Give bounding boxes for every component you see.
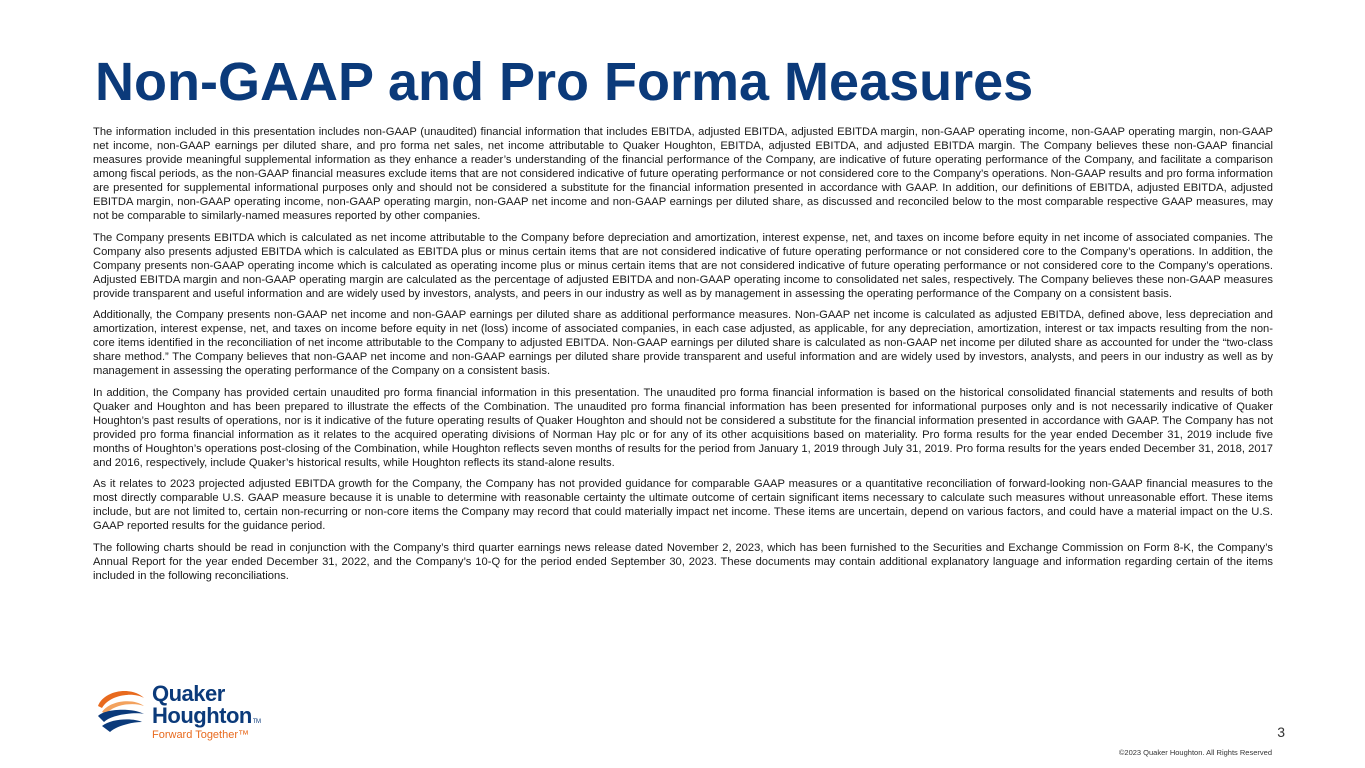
logo-trademark: TM xyxy=(252,719,261,725)
logo-tagline-mark: ™ xyxy=(238,729,250,741)
logo-tagline xyxy=(152,729,249,741)
paragraph-reading-guidance: The following charts should be read in conjunction with the Company’s third quarter earnings news release dated November 2, 2023, which has been furnished to the Securities and Exchange Commission on Form 8-K, the Company’s Annual Report for the year ended December 31, 2022, and the Company’s 10-Q for the period ended September 30, 2023. These documents may contain additional explanatory language and information regarding certain of the items included in the following reconciliations. xyxy=(93,541,1273,582)
logo-swoosh-icon xyxy=(94,682,148,736)
paragraph-ebitda: The Company presents EBITDA which is calculated as net income attributable to the Company before depreciation and amortization, interest expense, net, and taxes on income before equity in net income of associated companies. The Company also presents adjusted EBITDA which is calculated as EBITDA plus or minus certain items that are not considered indicative of future operating performance or not considered core to the Company’s operations. In addition, the Company presents non-GAAP operating income which is calculated as operating income plus or minus certain items that are not considered indicative of future operating performance or not considered core to the Company’s operations. Adjusted EBITDA margin and non-GAAP operating margin are calculated as the percentage of adjusted EBITDA and non-GAAP operating income to consolidated net sales, respectively. The Company believes these non-GAAP measures provide transparent and useful information and are widely used by investors, analysts, and peers in our industry as well as by management in assessing the operating performance of the Company on a consistent basis. xyxy=(93,231,1273,300)
paragraph-non-gaap-net-income: Additionally, the Company presents non-GAAP net income and non-GAAP earnings per diluted share as additional performance measures. Non-GAAP net income is calculated as adjusted EBITDA, defined above, less depreciation and amortization, interest expense, net, and taxes on income before equity in net (loss) income of associated companies, in each case adjusted, as applicable, for any depreciation, amortization, interest or tax impacts resulting from the non-core items identified in the reconciliation of net income attributable to the Company to adjusted EBITDA. Non-GAAP earnings per diluted share is calculated as non-GAAP net income per diluted share as accounted for under the “two-class share method.” The Company believes that non-GAAP net income and non-GAAP earnings per diluted share provide transparent and useful information and are widely used by investors, analysts, and peers in our industry as well as by management in assessing the operating performance of the Company on a consistent basis. xyxy=(93,309,1273,377)
logo-tagline-text: Forward Together xyxy=(152,729,239,741)
logo-wordmark-houghton-text: Houghton xyxy=(152,703,252,728)
body-text xyxy=(93,125,1273,590)
quaker-houghton-logo xyxy=(94,680,274,746)
paragraph-projected-ebitda: As it relates to 2023 projected adjusted EBITDA growth for the Company, the Company has not provided guidance for comparable GAAP measures or a quantitative reconciliation of forward-looking non-GAAP financial measures to the most directly comparable U.S. GAAP measure because it is unable to determine with reasonable certainty the ultimate outcome of certain significant items necessary to calculate such measures without unreasonable effort. These items include, but are not limited to, certain non-recurring or non-core items the Company may record that could materially impact net income. These items are uncertain, depend on various factors, and could have a material impact on the U.S. GAAP reported results for the guidance period. xyxy=(93,478,1273,532)
paragraph-intro: The information included in this presentation includes non-GAAP (unaudited) financial information that includes EBITDA, adjusted EBITDA, adjusted EBITDA margin, non-GAAP operating income, non-GAAP operating margin, non-GAAP net income, non-GAAP earnings per diluted share, and pro forma net sales, net income attributable to Quaker Houghton, EBITDA, adjusted EBITDA, and adjusted EBITDA margin. The Company believes these non-GAAP financial measures provide meaningful supplemental information as they enhance a reader’s understanding of the financial performance of the Company, are indicative of future operating performance of the Company, and facilitate a comparison among fiscal periods, as the non-GAAP financial measures exclude items that are not considered indicative of future operating performance or not considered core to the Company’s operations. Non-GAAP results and pro forma information are presented for supplemental informational purposes only and should not be considered a substitute for the financial information presented in accordance with GAAP. In addition, our definitions of EBITDA, adjusted EBITDA, adjusted EBITDA margin, non-GAAP operating income, non-GAAP operating margin, non-GAAP net income and non-GAAP earnings per diluted share, as discussed and reconciled below to the most comparable respective GAAP measures, may not be comparable to similarly-named measures reported by other companies. xyxy=(93,126,1273,222)
paragraph-pro-forma: In addition, the Company has provided certain unaudited pro forma financial information in this presentation. The unaudited pro forma financial information is based on the historical consolidated financial statements and results of both Quaker and Houghton and has been prepared to illustrate the effects of the Combination. The unaudited pro forma financial information has been presented for informational purposes only and is not necessarily indicative of Quaker Houghton’s past results of operations, nor is it indicative of the future operating results of Quaker Houghton and should not be considered a substitute for the financial information presented in accordance with GAAP. The Company has not provided pro forma financial information as it relates to the acquired operating divisions of Norman Hay plc or for any of its other acquisitions based on materiality. Pro forma results for the year ended December 31, 2019 include five months of Houghton’s operations post-closing of the Combination, while Houghton reflects seven months of results for the period from January 1, 2019 through July 31, 2019. Pro forma results for the years ended December 31, 2018, 2017 and 2016, respectively, include Quaker’s historical results, while Houghton reflects its stand-alone results. xyxy=(93,386,1273,469)
copyright-notice: ©2023 Quaker Houghton. All Rights Reserved xyxy=(1118,748,1272,757)
logo-wordmark-quaker: Quaker xyxy=(152,681,225,706)
slide-title: Non-GAAP and Pro Forma Measures xyxy=(95,52,1034,112)
page-number: 3 xyxy=(1277,724,1285,740)
